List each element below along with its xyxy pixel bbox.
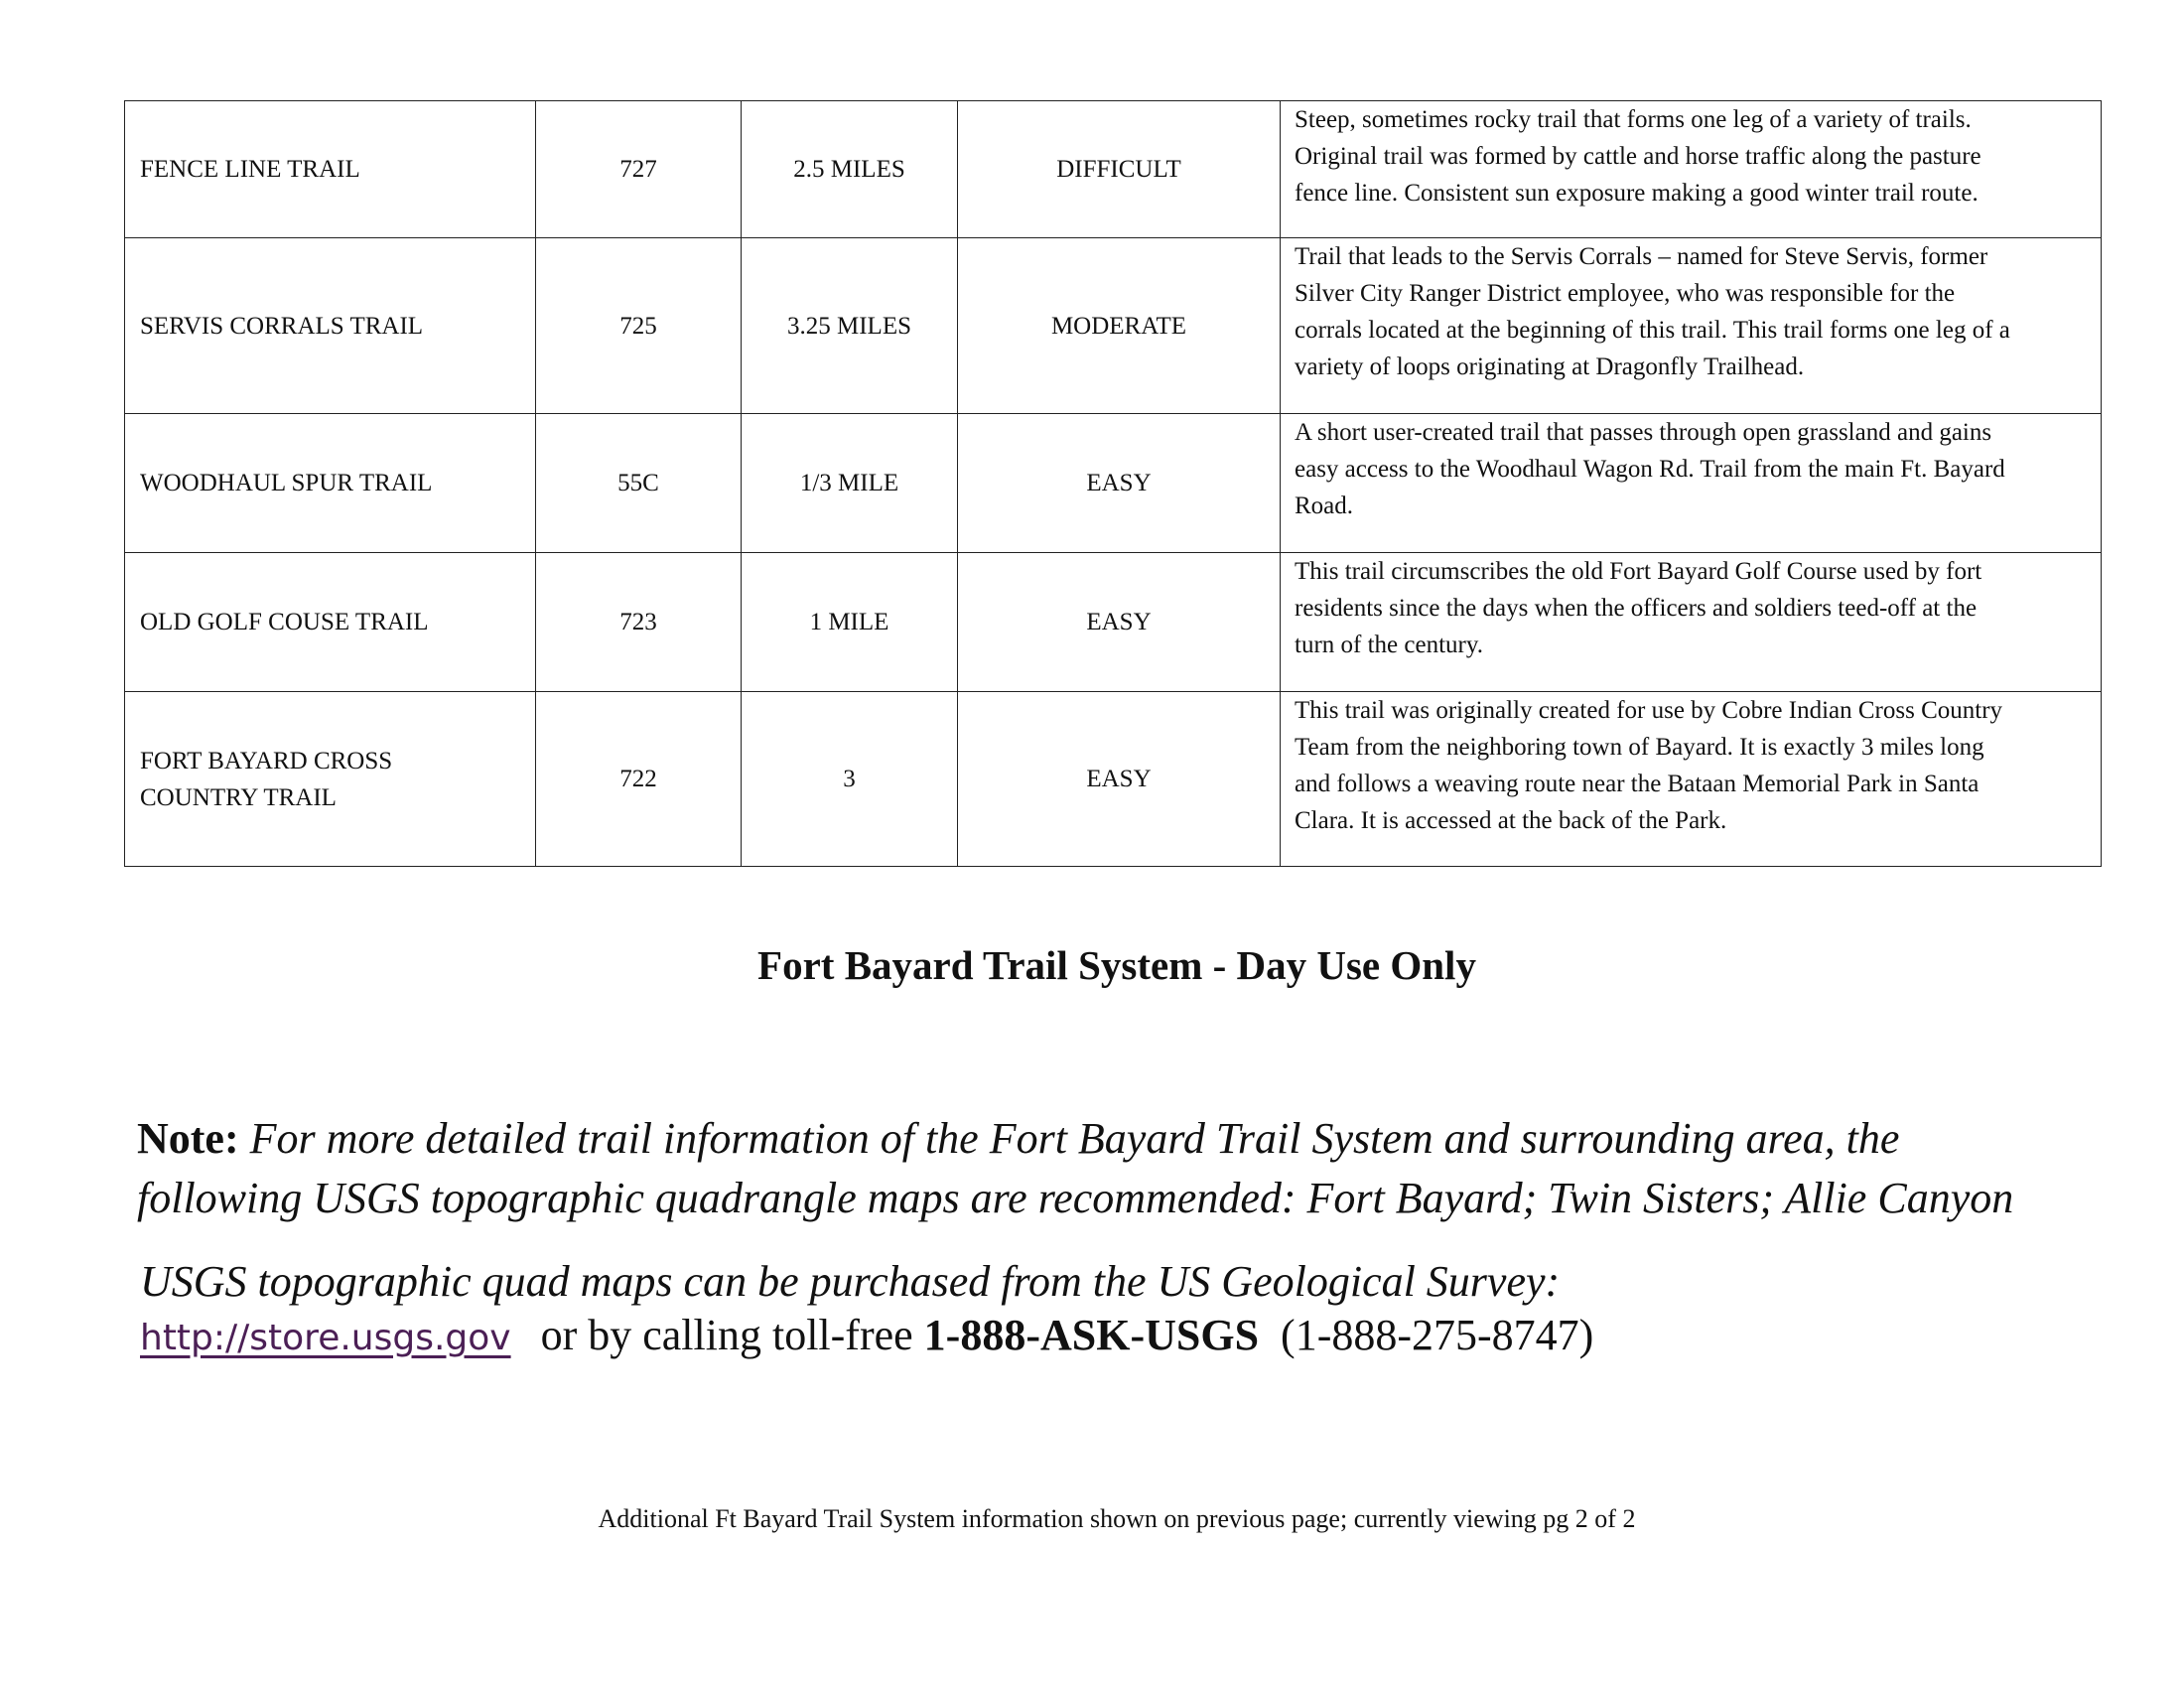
trail-name — [125, 692, 536, 867]
description-line: and follows a weaving route near the Bataan Memorial Park in Santa — [1295, 771, 1979, 797]
note-paragraph — [137, 1109, 2122, 1228]
description-line: variety of loops originating at Dragonfly Trailhead. — [1295, 353, 1805, 380]
note-label: Note: — [137, 1114, 239, 1163]
trail-name: SERVIS CORRALS TRAIL — [125, 238, 536, 414]
description-line: Clara. It is accessed at the back of the Park. — [1295, 807, 1727, 834]
trail-number: 727 — [536, 101, 742, 238]
trail-description — [1281, 238, 2102, 414]
trail-number: 725 — [536, 238, 742, 414]
table-row — [125, 692, 2102, 867]
trail-description — [1281, 414, 2102, 553]
description-line: corrals located at the beginning of this trail. This trail forms one leg of a — [1295, 317, 2010, 344]
description-line: This trail was originally created for use by Cobre Indian Cross Country — [1295, 697, 2003, 724]
trail-difficulty: EASY — [958, 414, 1281, 553]
note-text-line: following USGS topographic quadrangle maps are recommended: Fort Bayard; Twin Sisters; Allie Canyon — [137, 1174, 2014, 1222]
description-line: Silver City Ranger District employee, who was responsible for the — [1295, 280, 1956, 307]
trail-length: 1/3 MILE — [742, 414, 958, 553]
description-line: A short user-created trail that passes through open grassland and gains — [1295, 419, 1992, 446]
description-line: Original trail was formed by cattle and horse traffic along the pasture — [1295, 143, 1981, 170]
trail-number: 723 — [536, 553, 742, 692]
phone-number: (1-888-275-8747) — [1281, 1311, 1594, 1359]
usgs-contact-line — [140, 1308, 2125, 1366]
description-line: residents since the days when the officers and soldiers teed-off at the — [1295, 595, 1978, 622]
trail-table — [124, 100, 2102, 867]
trail-number: 722 — [536, 692, 742, 867]
description-line: easy access to the Woodhaul Wagon Rd. Trail from the main Ft. Bayard — [1295, 456, 2005, 483]
description-line: Road. — [1295, 492, 1354, 519]
description-line: turn of the century. — [1295, 632, 1483, 658]
trail-length: 3 — [742, 692, 958, 867]
trail-difficulty: DIFFICULT — [958, 101, 1281, 238]
note-text-line: For more detailed trail information of the Fort Bayard Trail System and surrounding area, the — [249, 1114, 1900, 1163]
description-line: Steep, sometimes rocky trail that forms one leg of a variety of trails. — [1295, 106, 1972, 133]
trail-difficulty: MODERATE — [958, 238, 1281, 414]
trail-name: OLD GOLF COUSE TRAIL — [125, 553, 536, 692]
trail-difficulty: EASY — [958, 692, 1281, 867]
trail-length: 3.25 MILES — [742, 238, 958, 414]
trail-name: FENCE LINE TRAIL — [125, 101, 536, 238]
description-line: fence line. Consistent sun exposure making a good winter trail route. — [1295, 180, 1979, 207]
usgs-purchase-text: USGS topographic quad maps can be purchased from the US Geological Survey: — [140, 1257, 1561, 1306]
page-footer: Additional Ft Bayard Trail System information shown on previous page; currently viewing pg 2 of 2 — [598, 1504, 1636, 1533]
page-heading: Fort Bayard Trail System - Day Use Only — [757, 942, 1476, 988]
table-row — [125, 238, 2102, 414]
trail-name: WOODHAUL SPUR TRAIL — [125, 414, 536, 553]
trail-number: 55C — [536, 414, 742, 553]
calling-text: or by calling toll-free — [540, 1311, 913, 1359]
trail-length: 2.5 MILES — [742, 101, 958, 238]
usgs-store-link[interactable]: http://store.usgs.gov — [140, 1318, 511, 1358]
table-row — [125, 553, 2102, 692]
trail-description — [1281, 553, 2102, 692]
trail-description — [1281, 101, 2102, 238]
description-line: This trail circumscribes the old Fort Bayard Golf Course used by fort — [1295, 558, 1982, 585]
trail-name-line: COUNTRY TRAIL — [140, 783, 337, 811]
table-row — [125, 101, 2102, 238]
table-row — [125, 414, 2102, 553]
description-line: Team from the neighboring town of Bayard. It is exactly 3 miles long — [1295, 734, 1984, 761]
trail-name-line: FORT BAYARD CROSS — [140, 747, 393, 774]
phone-text: 1-888-ASK-USGS — [923, 1311, 1260, 1359]
trail-difficulty: EASY — [958, 553, 1281, 692]
description-line: Trail that leads to the Servis Corrals – named for Steve Servis, former — [1295, 243, 1988, 270]
trail-length: 1 MILE — [742, 553, 958, 692]
trail-description — [1281, 692, 2102, 867]
